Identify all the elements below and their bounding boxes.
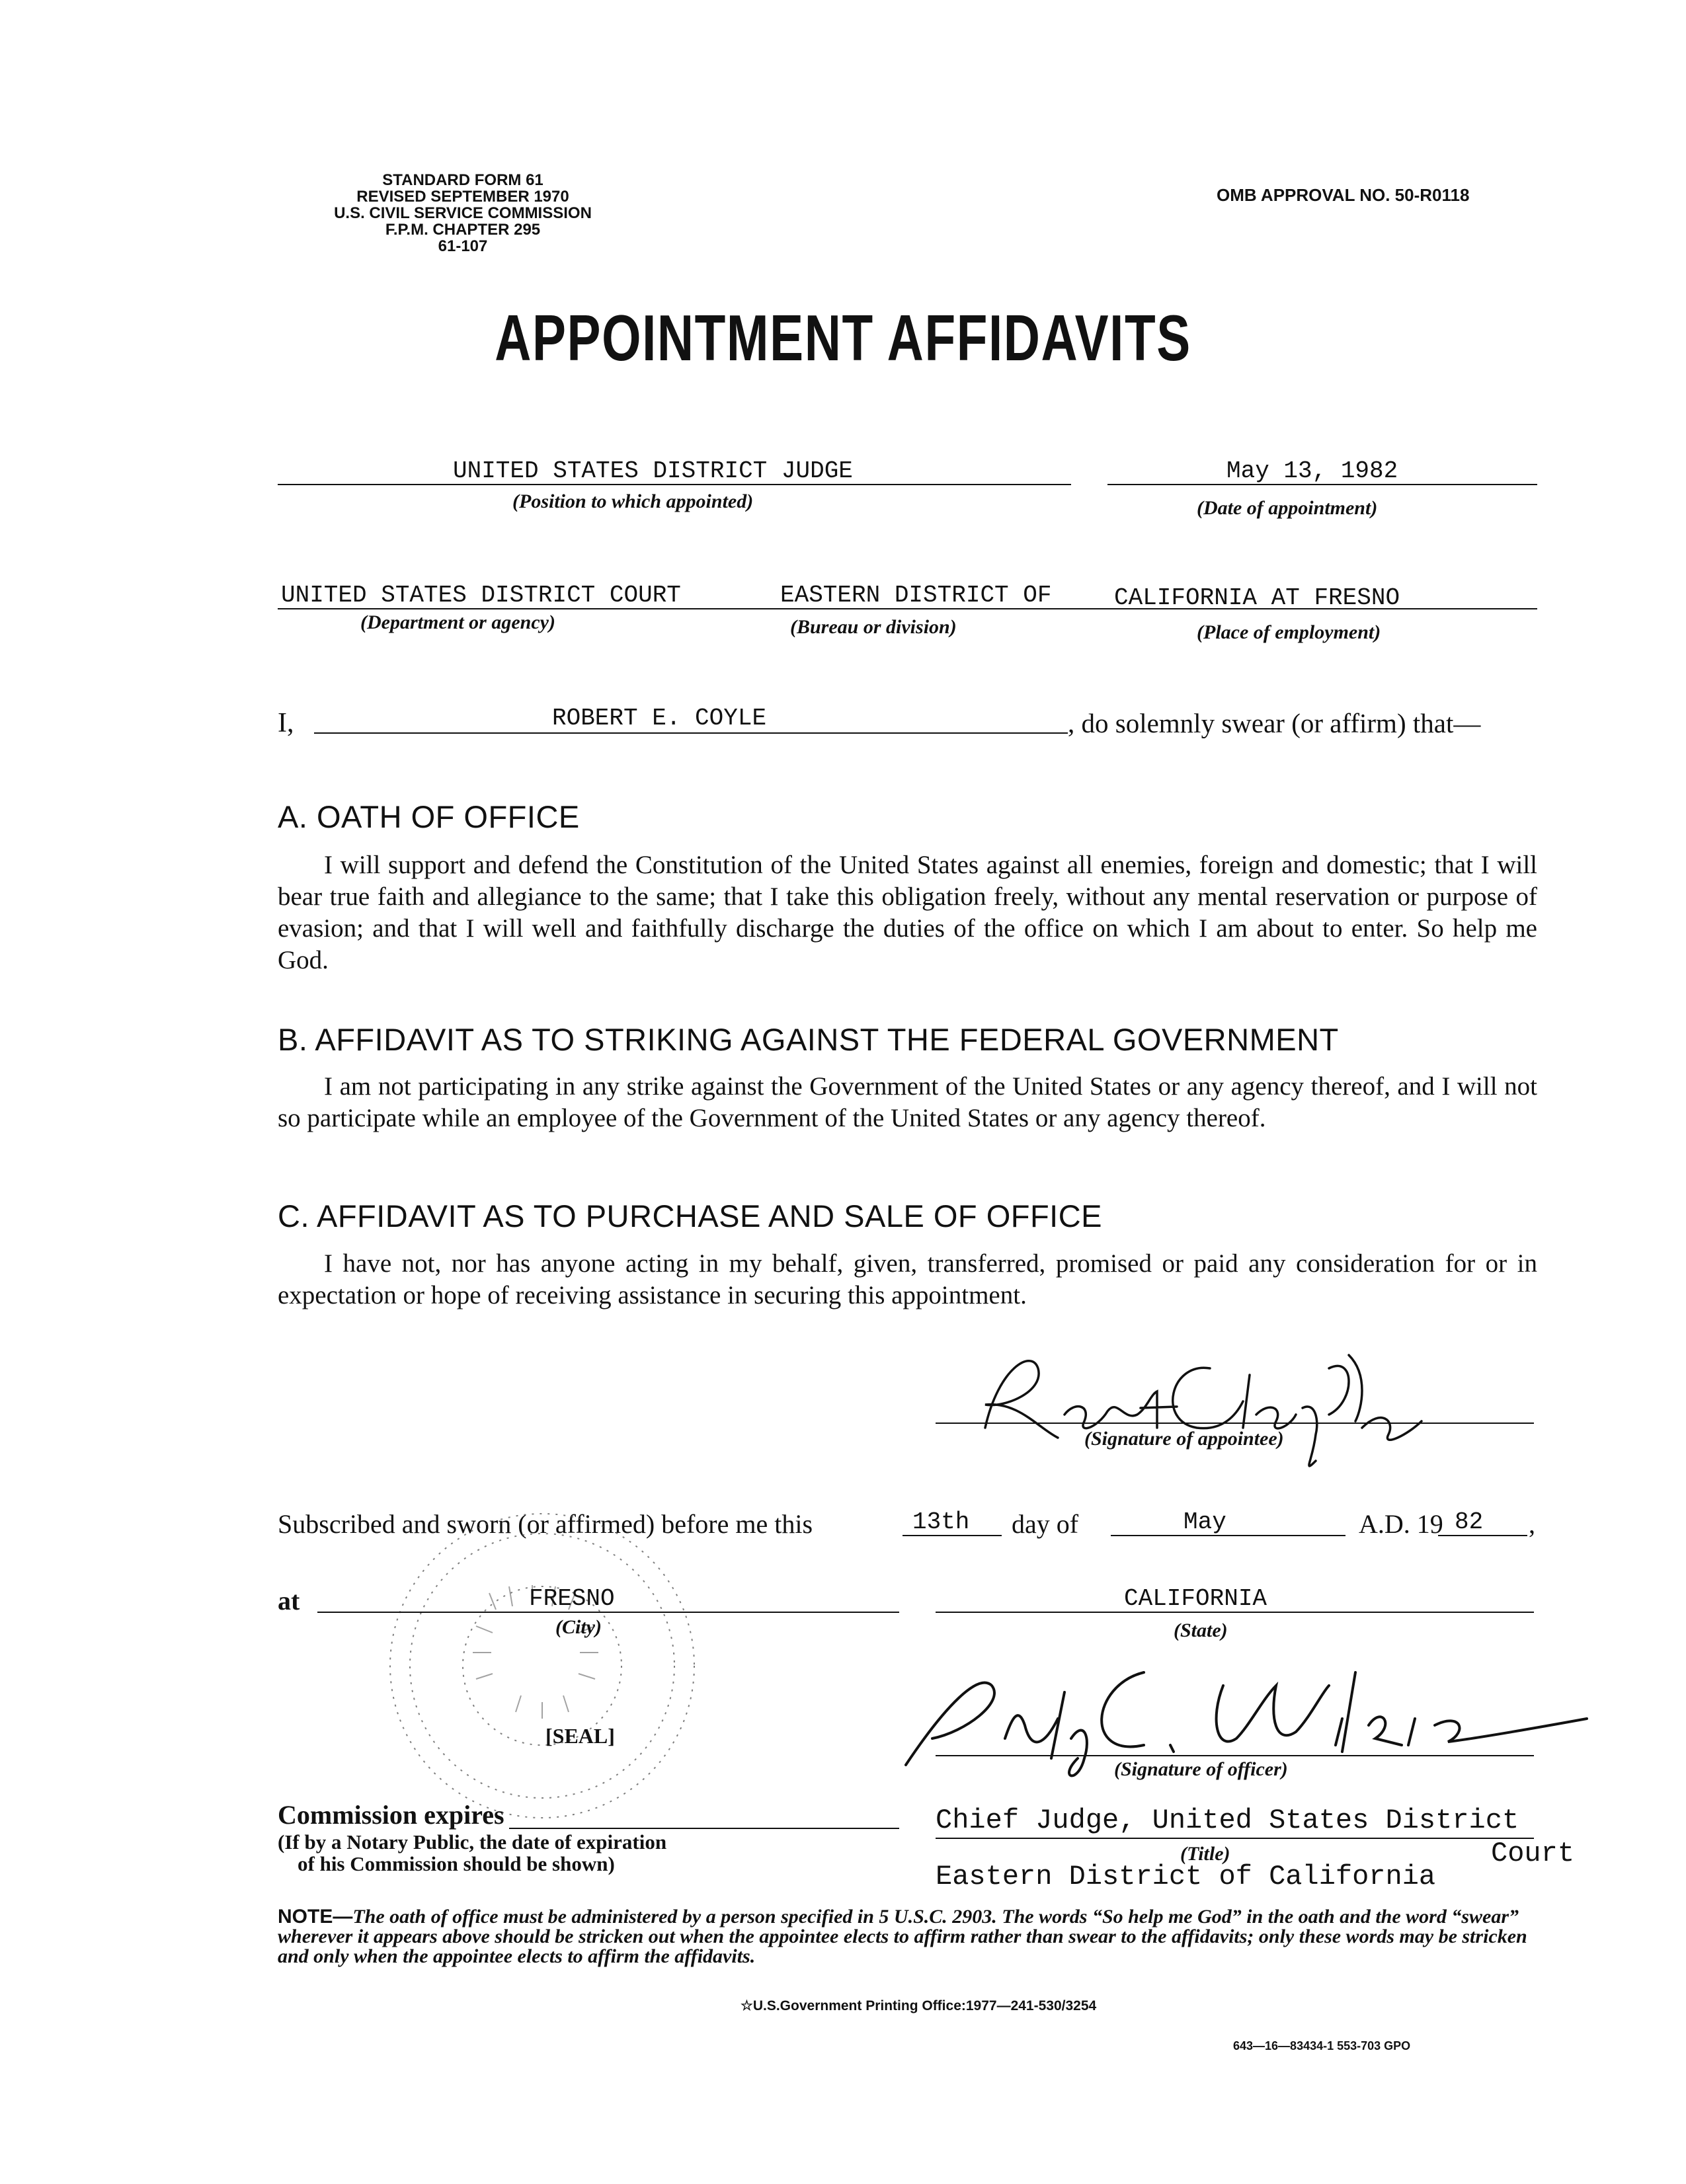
- form-line: REVISED SEPTEMBER 1970: [356, 188, 569, 206]
- place-caption: (Place of employment): [1197, 621, 1381, 643]
- notary-day: 13th: [912, 1508, 970, 1536]
- title-caption: (Title): [1180, 1843, 1230, 1865]
- notary-seal: [357, 1494, 727, 1838]
- form-identifier: [291, 172, 635, 254]
- appointee-name: ROBERT E. COYLE: [552, 705, 767, 732]
- commission-label: Commission expires: [278, 1800, 504, 1830]
- form-line: F.P.M. CHAPTER 295: [385, 221, 541, 239]
- name-prefix: I,: [278, 708, 294, 738]
- page-title: APPOINTMENT AFFIDAVITS: [495, 301, 1191, 374]
- department-value: UNITED STATES DISTRICT COURT: [281, 582, 681, 609]
- department-caption: (Department or agency): [360, 611, 555, 633]
- date-caption: (Date of appointment): [1197, 497, 1378, 519]
- section-c-text: [278, 1248, 1537, 1311]
- section-c-heading: C. AFFIDAVIT AS TO PURCHASE AND SALE OF OFFICE: [278, 1198, 1103, 1233]
- form-line: 61-107: [438, 237, 488, 255]
- position-caption: (Position to which appointed): [512, 490, 754, 512]
- section-b-heading: B. AFFIDAVIT AS TO STRIKING AGAINST THE FEDERAL GOVERNMENT: [278, 1022, 1339, 1057]
- officer-title-line2: Court: [1491, 1838, 1575, 1869]
- commission-note: [278, 1831, 666, 1875]
- date-value: May 13, 1982: [1226, 457, 1398, 485]
- place-value: CALIFORNIA AT FRESNO: [1114, 584, 1400, 611]
- officer-signature-caption: (Signature of officer): [1114, 1758, 1288, 1780]
- section-a-heading: A. OATH OF OFFICE: [278, 799, 580, 834]
- omb-approval: OMB APPROVAL NO. 50-R0118: [1217, 185, 1470, 205]
- subscribed-text: Subscribed and sworn (or affirmed) before me this: [278, 1509, 813, 1539]
- seal-label: [SEAL]: [545, 1724, 615, 1748]
- commission-line: [509, 1828, 899, 1829]
- note-text: The oath of office must be administered by a person specified in 5 U.S.C. 2903. The words “So help me God” in the oath and the word “swear” wherever it appears above should be stricken out when the appointee elects to affirm rather than swear to the affidavits; only these words may be stricken and only when the appointee elects to affirm the affidavits.: [278, 1906, 1527, 1967]
- section-c-body: I have not, nor has anyone acting in my behalf, given, transferred, promised or paid any consideration for or in expectation or hope of receiving assistance in securing this appointment.: [278, 1249, 1537, 1309]
- appointee-signature-caption: (Signature of appointee): [1084, 1428, 1284, 1450]
- title-line: [936, 1838, 1534, 1839]
- notary-year: 82: [1455, 1508, 1484, 1536]
- ad-text: A.D. 19: [1359, 1509, 1443, 1539]
- bureau-value: EASTERN DISTRICT OF: [780, 582, 1052, 609]
- appointee-signature: [959, 1329, 1461, 1481]
- state-caption: (State): [1174, 1619, 1228, 1641]
- city-caption: (City): [555, 1616, 602, 1638]
- position-value: UNITED STATES DISTRICT JUDGE: [453, 457, 853, 485]
- printing-office: ☆U.S.Government Printing Office:1977—241-530/3254: [741, 1998, 1097, 2013]
- year-comma: ,: [1529, 1509, 1535, 1539]
- section-a-text: [278, 849, 1537, 976]
- section-b-body: I am not participating in any strike against the Government of the United States or any agency thereof, and I will not so participate while an employee of the Government of the United States or any agency thereof.: [278, 1072, 1537, 1132]
- officer-title-line1: Chief Judge, United States District: [936, 1805, 1519, 1836]
- month-line: [1111, 1535, 1345, 1536]
- note-label: NOTE—: [278, 1906, 353, 1928]
- notary-state: CALIFORNIA: [1124, 1585, 1267, 1612]
- form-line: U.S. CIVIL SERVICE COMMISSION: [334, 204, 592, 222]
- notary-city: FRESNO: [529, 1585, 615, 1612]
- section-b-text: [278, 1071, 1537, 1134]
- notary-month: May: [1184, 1508, 1226, 1536]
- bureau-caption: (Bureau or division): [790, 616, 957, 638]
- footnote: [278, 1907, 1534, 1967]
- officer-title-line3: Eastern District of California: [936, 1861, 1436, 1892]
- day-of-text: day of: [1012, 1509, 1079, 1539]
- form-line: STANDARD FORM 61: [382, 171, 543, 189]
- name-line: [314, 732, 1068, 734]
- at-label: at: [278, 1586, 300, 1616]
- commission-note-line2: of his Commission should be shown): [298, 1852, 615, 1875]
- oath-intro: , do solemnly swear (or affirm) that—: [1068, 708, 1481, 738]
- footer-codes: 643—16—83434-1 553-703 GPO: [1233, 2039, 1411, 2052]
- section-a-body: I will support and defend the Constitution of the United States against all enemies, foreign and domestic; that I will bear true faith and allegiance to the same; that I take this obligation freely, without any mental reservation or purpose of evasion; and that I will well and faithfully discharge the duties of the office on which I am about to enter. So help me God.: [278, 851, 1537, 974]
- commission-note-line1: (If by a Notary Public, the date of expiration: [278, 1830, 667, 1853]
